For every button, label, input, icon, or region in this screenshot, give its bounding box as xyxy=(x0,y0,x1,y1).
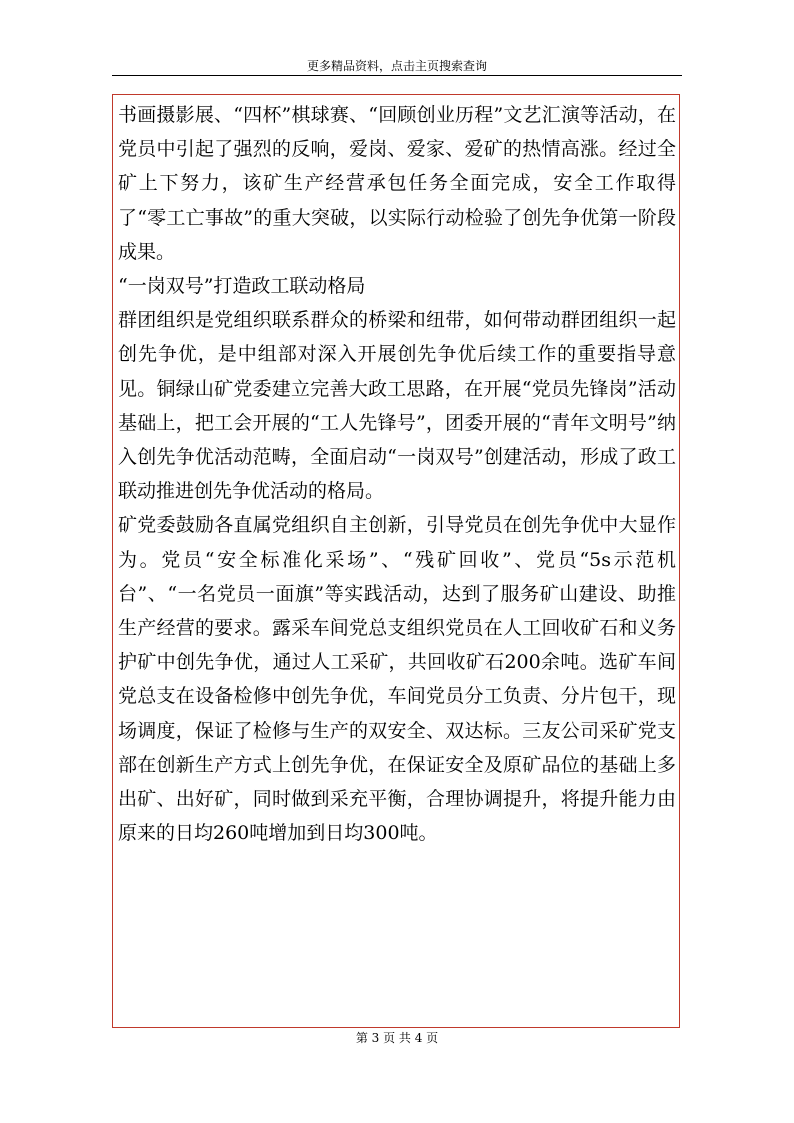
page-header: 更多精品资料，点击主页搜索查询 xyxy=(306,59,487,73)
header-divider xyxy=(112,75,682,76)
body-paragraph-1: 书画摄影展、“四杯”棋球赛、“回顾创业历程”文艺汇演等活动，在党员中引起了强烈的反响，爱岗、爱家、爱矿的热情高涨。经过全矿上下努力，该矿生产经营承包任务全面完成，安全工作取得了“零工亡事故”的重大突破，以实际行动检验了创先争优第一阶段成果。 xyxy=(118,104,676,263)
section-heading: “一岗双号”打造政工联动格局 xyxy=(118,275,366,298)
page-number: 第 3 页 共 4 页 xyxy=(355,1031,439,1045)
document-body xyxy=(118,98,676,850)
body-paragraph-2: 群团组织是党组织联系群众的桥梁和纽带，如何带动群团组织一起创先争优，是中组部对深入开展创先争优后续工作的重要指导意见。铜绿山矿党委建立完善大政工思路，在开展“党员先锋岗”活动基础上，把工会开展的“工人先锋号”，团委开展的“青年文明号”纳入创先争优活动范畴，全面启动“一岗双号”创建活动，形成了政工联动推进创先争优活动的格局。 xyxy=(118,309,676,503)
body-paragraph-3: 矿党委鼓励各直属党组织自主创新，引导党员在创先争优中大显作为。党员“安全标准化采场”、“残矿回收”、党员“5s示范机台”、“一名党员一面旗”等实践活动，达到了服务矿山建设、助推生产经营的要求。露采车间党总支组织党员在人工回收矿石和义务护矿中创先争优，通过人工采矿，共回收矿石200余吨。选矿车间党总支在设备检修中创先争优，车间党员分工负责、分片包干，现场调度，保证了检修与生产的双安全、双达标。三友公司采矿党支部在创新生产方式上创先争优，在保证安全及原矿品位的基础上多出矿、出好矿，同时做到采充平衡，合理协调提升，将提升能力由原来的日均260吨增加到日均300吨。 xyxy=(118,514,676,845)
